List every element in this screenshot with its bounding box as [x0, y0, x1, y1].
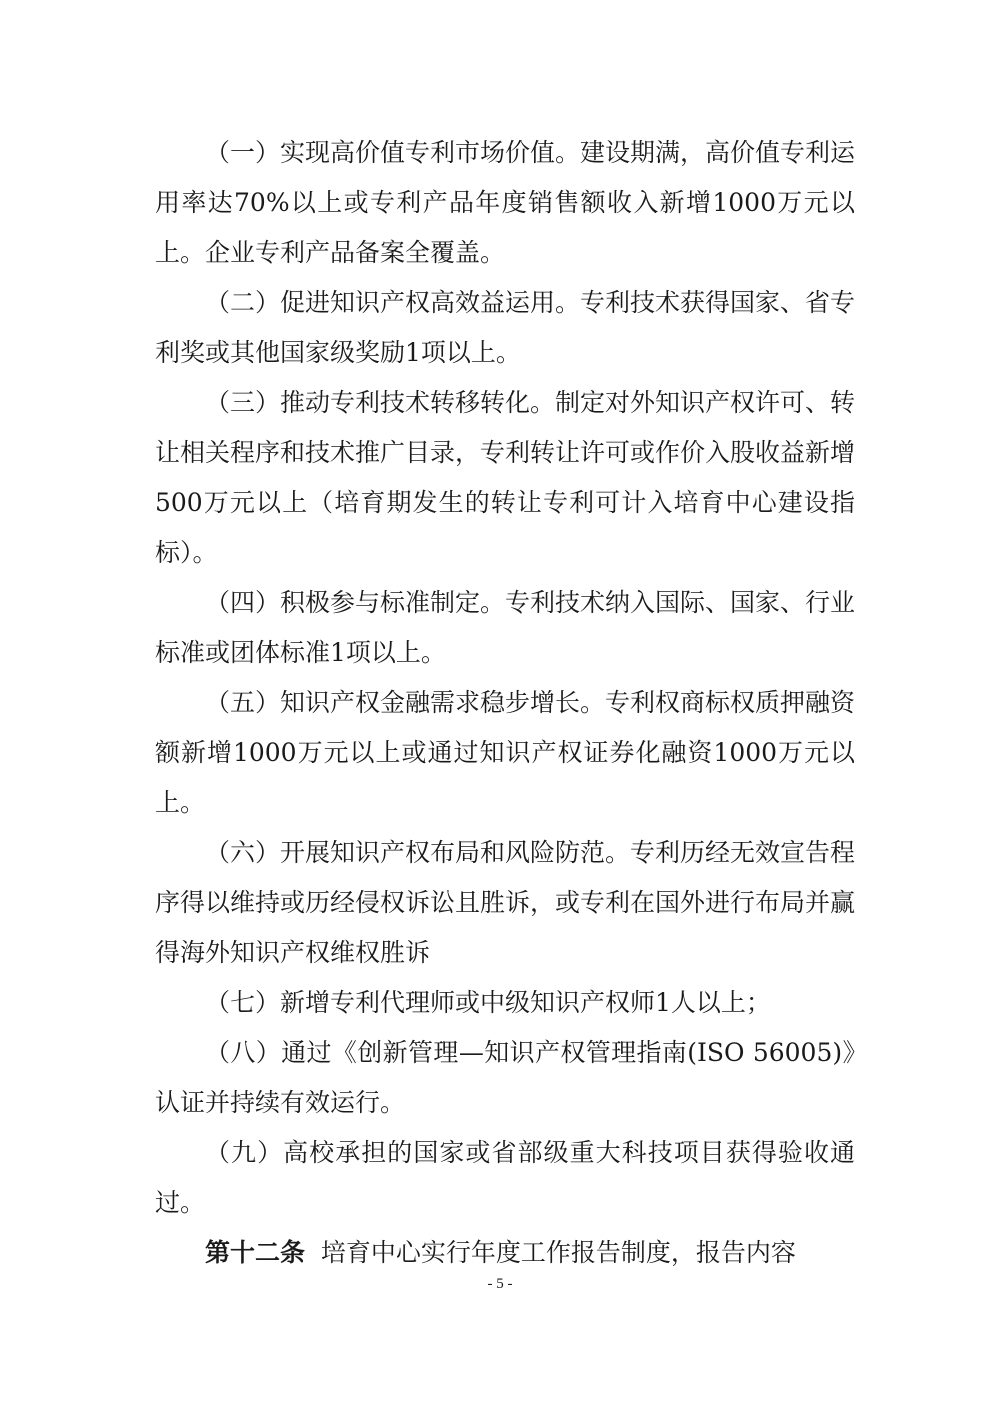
paragraph-7: （七）新增专利代理师或中级知识产权师1人以上； [205, 988, 771, 1017]
article-text: 培育中心实行年度工作报告制度，报告内容 [320, 1238, 796, 1267]
paragraph-1: （一）实现高价值专利市场价值。建设期满，高价值专利运用率达70%以上或专利产品年度销售额收入新增1000万元以上。企业专利产品备案全覆盖。 [155, 138, 856, 267]
paragraph-8: （八）通过《创新管理—知识产权管理指南(ISO 56005)》认证并持续有效运行。 [155, 1038, 855, 1117]
article-heading: 第十二条 [205, 1238, 306, 1267]
paragraph-9: （九）高校承担的国家或省部级重大科技项目获得验收通过。 [155, 1138, 855, 1217]
paragraph-3: （三）推动专利技术转移转化。制定对外知识产权许可、转让相关程序和技术推广目录，专利转让许可或作价入股收益新增500万元以上（培育期发生的转让专利可计入培育中心建设指标）。 [155, 388, 856, 567]
article-paragraph [155, 1228, 855, 1278]
paragraph-5: （五）知识产权金融需求稳步增长。专利权商标权质押融资额新增1000万元以上或通过知识产权证券化融资1000万元以上。 [155, 688, 856, 817]
paragraph-6: （六）开展知识产权布局和风险防范。专利历经无效宣告程序得以维持或历经侵权诉讼且胜诉，或专利在国外进行布局并赢得海外知识产权维权胜诉 [155, 838, 856, 967]
paragraph-2: （二）促进知识产权高效益运用。专利技术获得国家、省专利奖或其他国家级奖励1项以上。 [155, 288, 856, 367]
body-text [155, 128, 855, 1278]
page-number: - 5 - [487, 1276, 513, 1292]
paragraph-4: （四）积极参与标准制定。专利技术纳入国际、国家、行业标准或团体标准1项以上。 [155, 588, 856, 667]
